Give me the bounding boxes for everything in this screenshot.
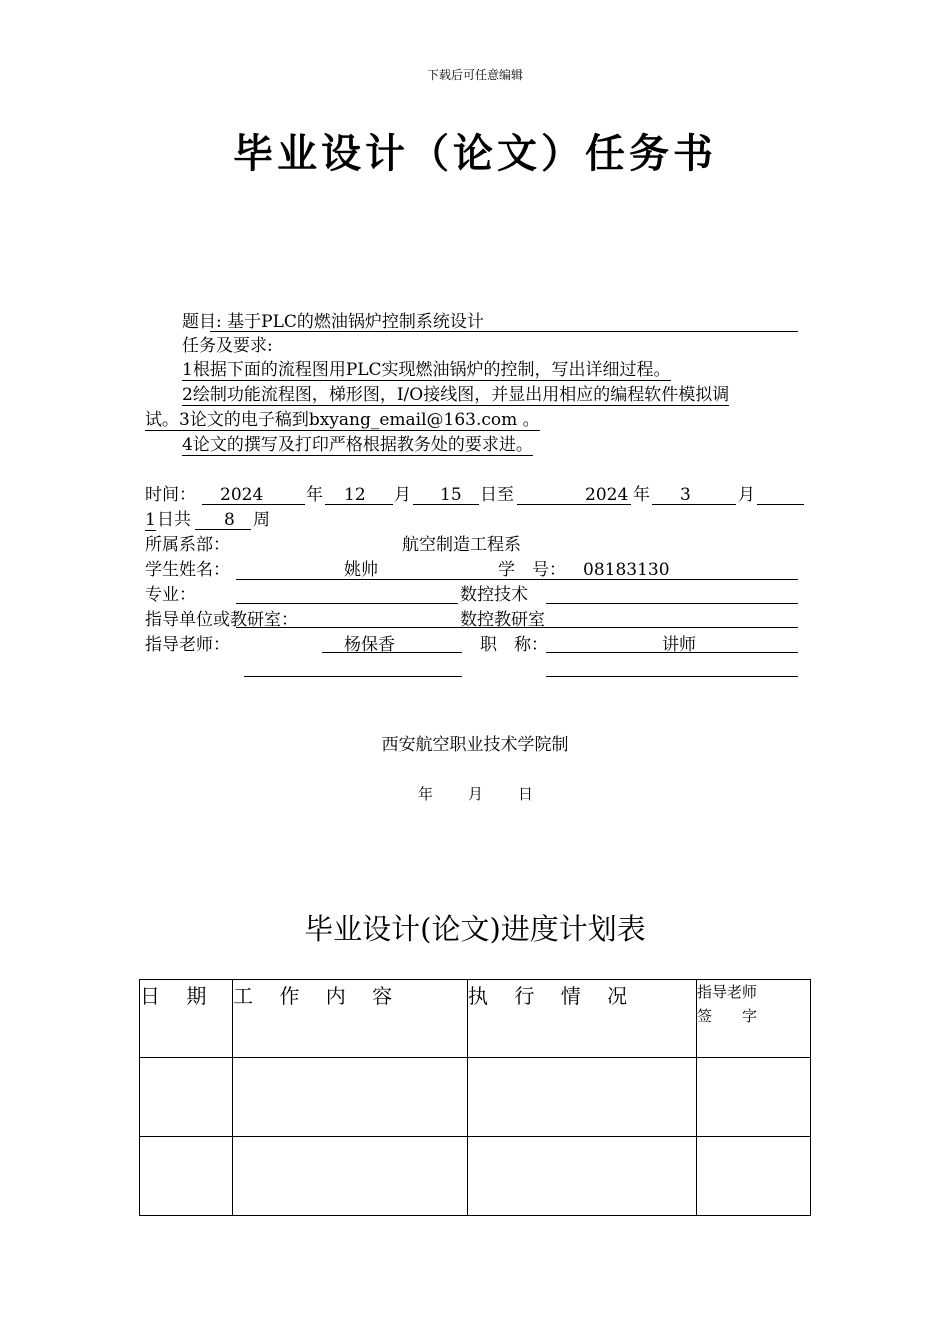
table-cell[interactable] — [697, 1137, 811, 1216]
date-month: 月 — [468, 785, 484, 803]
requirement-2-line2-text: 试。3论文的电子稿到bxyang_email@163.com 。 — [145, 410, 540, 430]
table-cell[interactable] — [140, 1137, 233, 1216]
header-execution: 执 行 情 况 — [468, 980, 697, 1058]
table-cell[interactable] — [468, 1058, 697, 1137]
weeks-value: 8 — [224, 510, 235, 530]
table-cell[interactable] — [233, 1137, 468, 1216]
weeks-underline — [195, 529, 251, 530]
requirement-2-line1-text: 2绘制功能流程图，梯形图，I/O接线图，并显出用相应的编程软件模拟调 — [182, 385, 730, 405]
teacher-value: 杨保香 — [344, 635, 395, 655]
topic-underline — [210, 331, 798, 332]
blank-underline-left — [244, 676, 462, 677]
requirements-label: 任务及要求: — [182, 336, 273, 356]
requirement-1-text: 1根据下面的流程图用PLC实现燃油锅炉的控制，写出详细过程。 — [182, 360, 671, 380]
end-month-char: 月 — [738, 485, 755, 505]
major-underline-right — [546, 603, 798, 604]
year-char: 年 — [306, 485, 323, 505]
table-row — [140, 1058, 811, 1137]
plan-header-row — [140, 980, 811, 1058]
start-month: 12 — [344, 485, 366, 505]
teacher-label: 指导老师： — [145, 635, 230, 655]
major-value: 数控技术 — [460, 585, 528, 605]
unit-value: 数控教研室 — [460, 610, 545, 630]
table-row — [140, 1137, 811, 1216]
end-month-underline — [652, 504, 736, 505]
header-signature — [697, 980, 811, 1058]
teacher-title-value: 讲师 — [662, 635, 696, 655]
teacher-title-label: 职 称： — [480, 635, 548, 655]
month-char: 月 — [394, 485, 411, 505]
start-day: 15 — [440, 485, 462, 505]
end-year-char: 年 — [633, 485, 650, 505]
header-date: 日 期 — [140, 980, 233, 1058]
end-day — [145, 508, 156, 532]
unit-label: 指导单位或教研室： — [145, 610, 298, 630]
student-value: 姚帅 — [344, 560, 378, 580]
major-label: 专业： — [145, 585, 196, 605]
student-id-value: 08183130 — [583, 560, 670, 580]
time-label: 时间： — [145, 485, 196, 505]
start-year: 2024 — [220, 485, 264, 505]
topic-label: 题目: — [182, 312, 222, 332]
day-to: 日至 — [480, 485, 514, 505]
header-note: 下载后可任意编辑 — [426, 68, 523, 82]
requirement-2-line1 — [182, 383, 729, 407]
table-cell[interactable] — [140, 1058, 233, 1137]
table-cell[interactable] — [233, 1058, 468, 1137]
dept-label: 所属系部： — [145, 535, 230, 555]
date-year: 年 — [418, 785, 434, 803]
table-cell[interactable] — [697, 1058, 811, 1137]
end-year: 2024 — [585, 485, 629, 505]
end-day-value: 1 — [145, 510, 156, 530]
student-id-label: 学 号： — [498, 560, 566, 580]
header-signature-line1: 指导老师 — [697, 983, 758, 1001]
end-day-underline-top — [757, 504, 804, 505]
requirement-4-text: 4论文的撰写及打印严格根据教务处的要求进。 — [182, 435, 533, 455]
document-title: 毕业设计（论文）任务书 — [233, 130, 717, 177]
requirement-2-line2 — [145, 408, 540, 432]
header-work-content: 工 作 内 容 — [233, 980, 468, 1058]
table-cell[interactable] — [468, 1137, 697, 1216]
end-month: 3 — [680, 485, 691, 505]
date-day: 日 — [518, 785, 534, 803]
blank-underline-right — [546, 676, 798, 677]
header-signature-line2: 签 字 — [697, 1007, 758, 1025]
topic-value: 基于PLC的燃油锅炉控制系统设计 — [227, 312, 484, 332]
institution: 西安航空职业技术学院制 — [381, 735, 569, 755]
requirement-4 — [182, 433, 533, 457]
major-underline-left — [236, 603, 458, 604]
plan-title: 毕业设计(论文)进度计划表 — [304, 912, 646, 946]
plan-table — [139, 979, 811, 1216]
dept-value: 航空制造工程系 — [402, 535, 521, 555]
day-total: 日共 — [157, 510, 191, 530]
student-label: 学生姓名： — [145, 560, 230, 580]
week-char: 周 — [253, 510, 270, 530]
requirement-1 — [182, 358, 671, 382]
